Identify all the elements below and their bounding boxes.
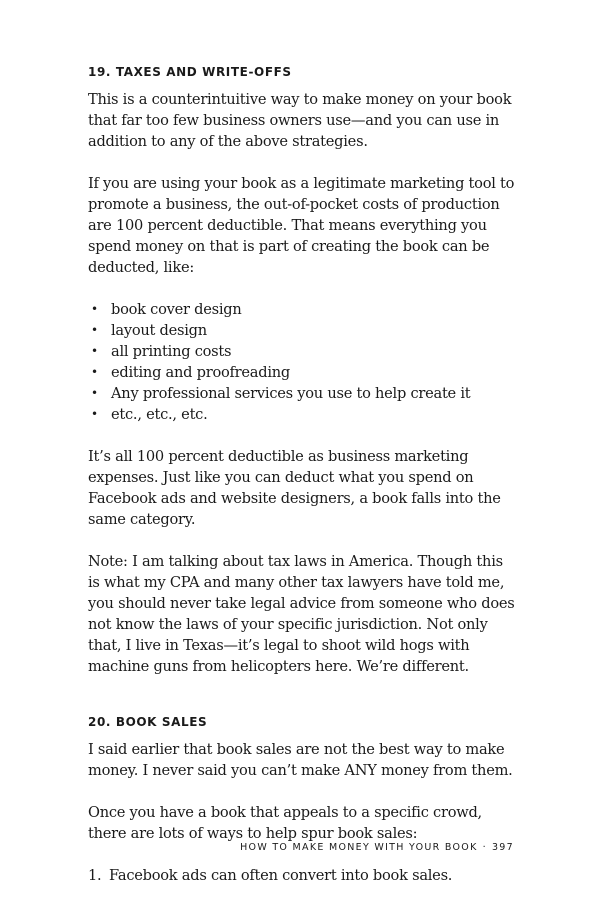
paragraph: If you are using your book as a legitimate marketing tool to promote a business, the out-of-pocket costs of production are 100 percent deductible. That means everything you spend money on that is part of creating the book can be deducted, like: (88, 175, 515, 276)
page-content (88, 62, 516, 886)
page-footer (240, 842, 514, 853)
paragraph: I said earlier that book sales are not the best way to make money. I never said you can’t make ANY money from them. (88, 741, 513, 779)
list-item-text: Any professional services you use to help create it (111, 385, 471, 402)
list-item-text: etc., etc., etc. (111, 406, 208, 423)
footer-separator: · (482, 842, 487, 853)
note-paragraph: Note: I am talking about tax laws in America. Though this is what my CPA and many other tax lawyers have told me, you should never take legal advice from someone who does not know the laws of your specific jurisdiction. Not only that, I live in Texas—it’s legal to shoot wild hogs with machine guns from helicopters here. We’re different. (88, 553, 515, 675)
list-item (88, 341, 516, 362)
section-spacer (88, 698, 516, 712)
list-item-text: book cover design (111, 301, 242, 318)
list-item (88, 320, 516, 341)
list-item-text: Facebook ads can often convert into book sales. (109, 867, 453, 884)
bullet-icon: • (91, 323, 98, 337)
page-number: 397 (491, 842, 514, 853)
book-sales-list (88, 865, 516, 886)
paragraph: This is a counterintuitive way to make money on your book that far too few business owners use—and you can use in addition to any of the above strategies. (88, 91, 512, 150)
list-item (88, 404, 516, 425)
paragraph: It’s all 100 percent deductible as business marketing expenses. Just like you can deduct what you spend on Facebook ads and website designers, a book falls into the same category. (88, 448, 501, 528)
paragraph: Once you have a book that appeals to a specific crowd, there are lots of ways to help spur book sales: (88, 804, 482, 842)
bullet-icon: • (91, 407, 98, 421)
section-heading-book-sales: 20. BOOK SALES (88, 715, 208, 729)
bullet-icon: • (91, 365, 98, 379)
list-item (88, 383, 516, 404)
bullet-icon: • (91, 386, 98, 400)
list-item-text: all printing costs (111, 343, 232, 360)
list-item-text: layout design (111, 322, 207, 339)
running-title: HOW TO MAKE MONEY WITH YOUR BOOK (240, 842, 478, 853)
deductible-items-list (88, 299, 516, 425)
list-item-text: editing and proofreading (111, 364, 290, 381)
list-item (88, 299, 516, 320)
bullet-icon: • (91, 344, 98, 358)
section-heading-taxes: 19. TAXES AND WRITE-OFFS (88, 65, 292, 79)
list-number: 1. (88, 867, 102, 884)
bullet-icon: • (91, 302, 98, 316)
list-item (88, 362, 516, 383)
list-item (88, 865, 516, 886)
